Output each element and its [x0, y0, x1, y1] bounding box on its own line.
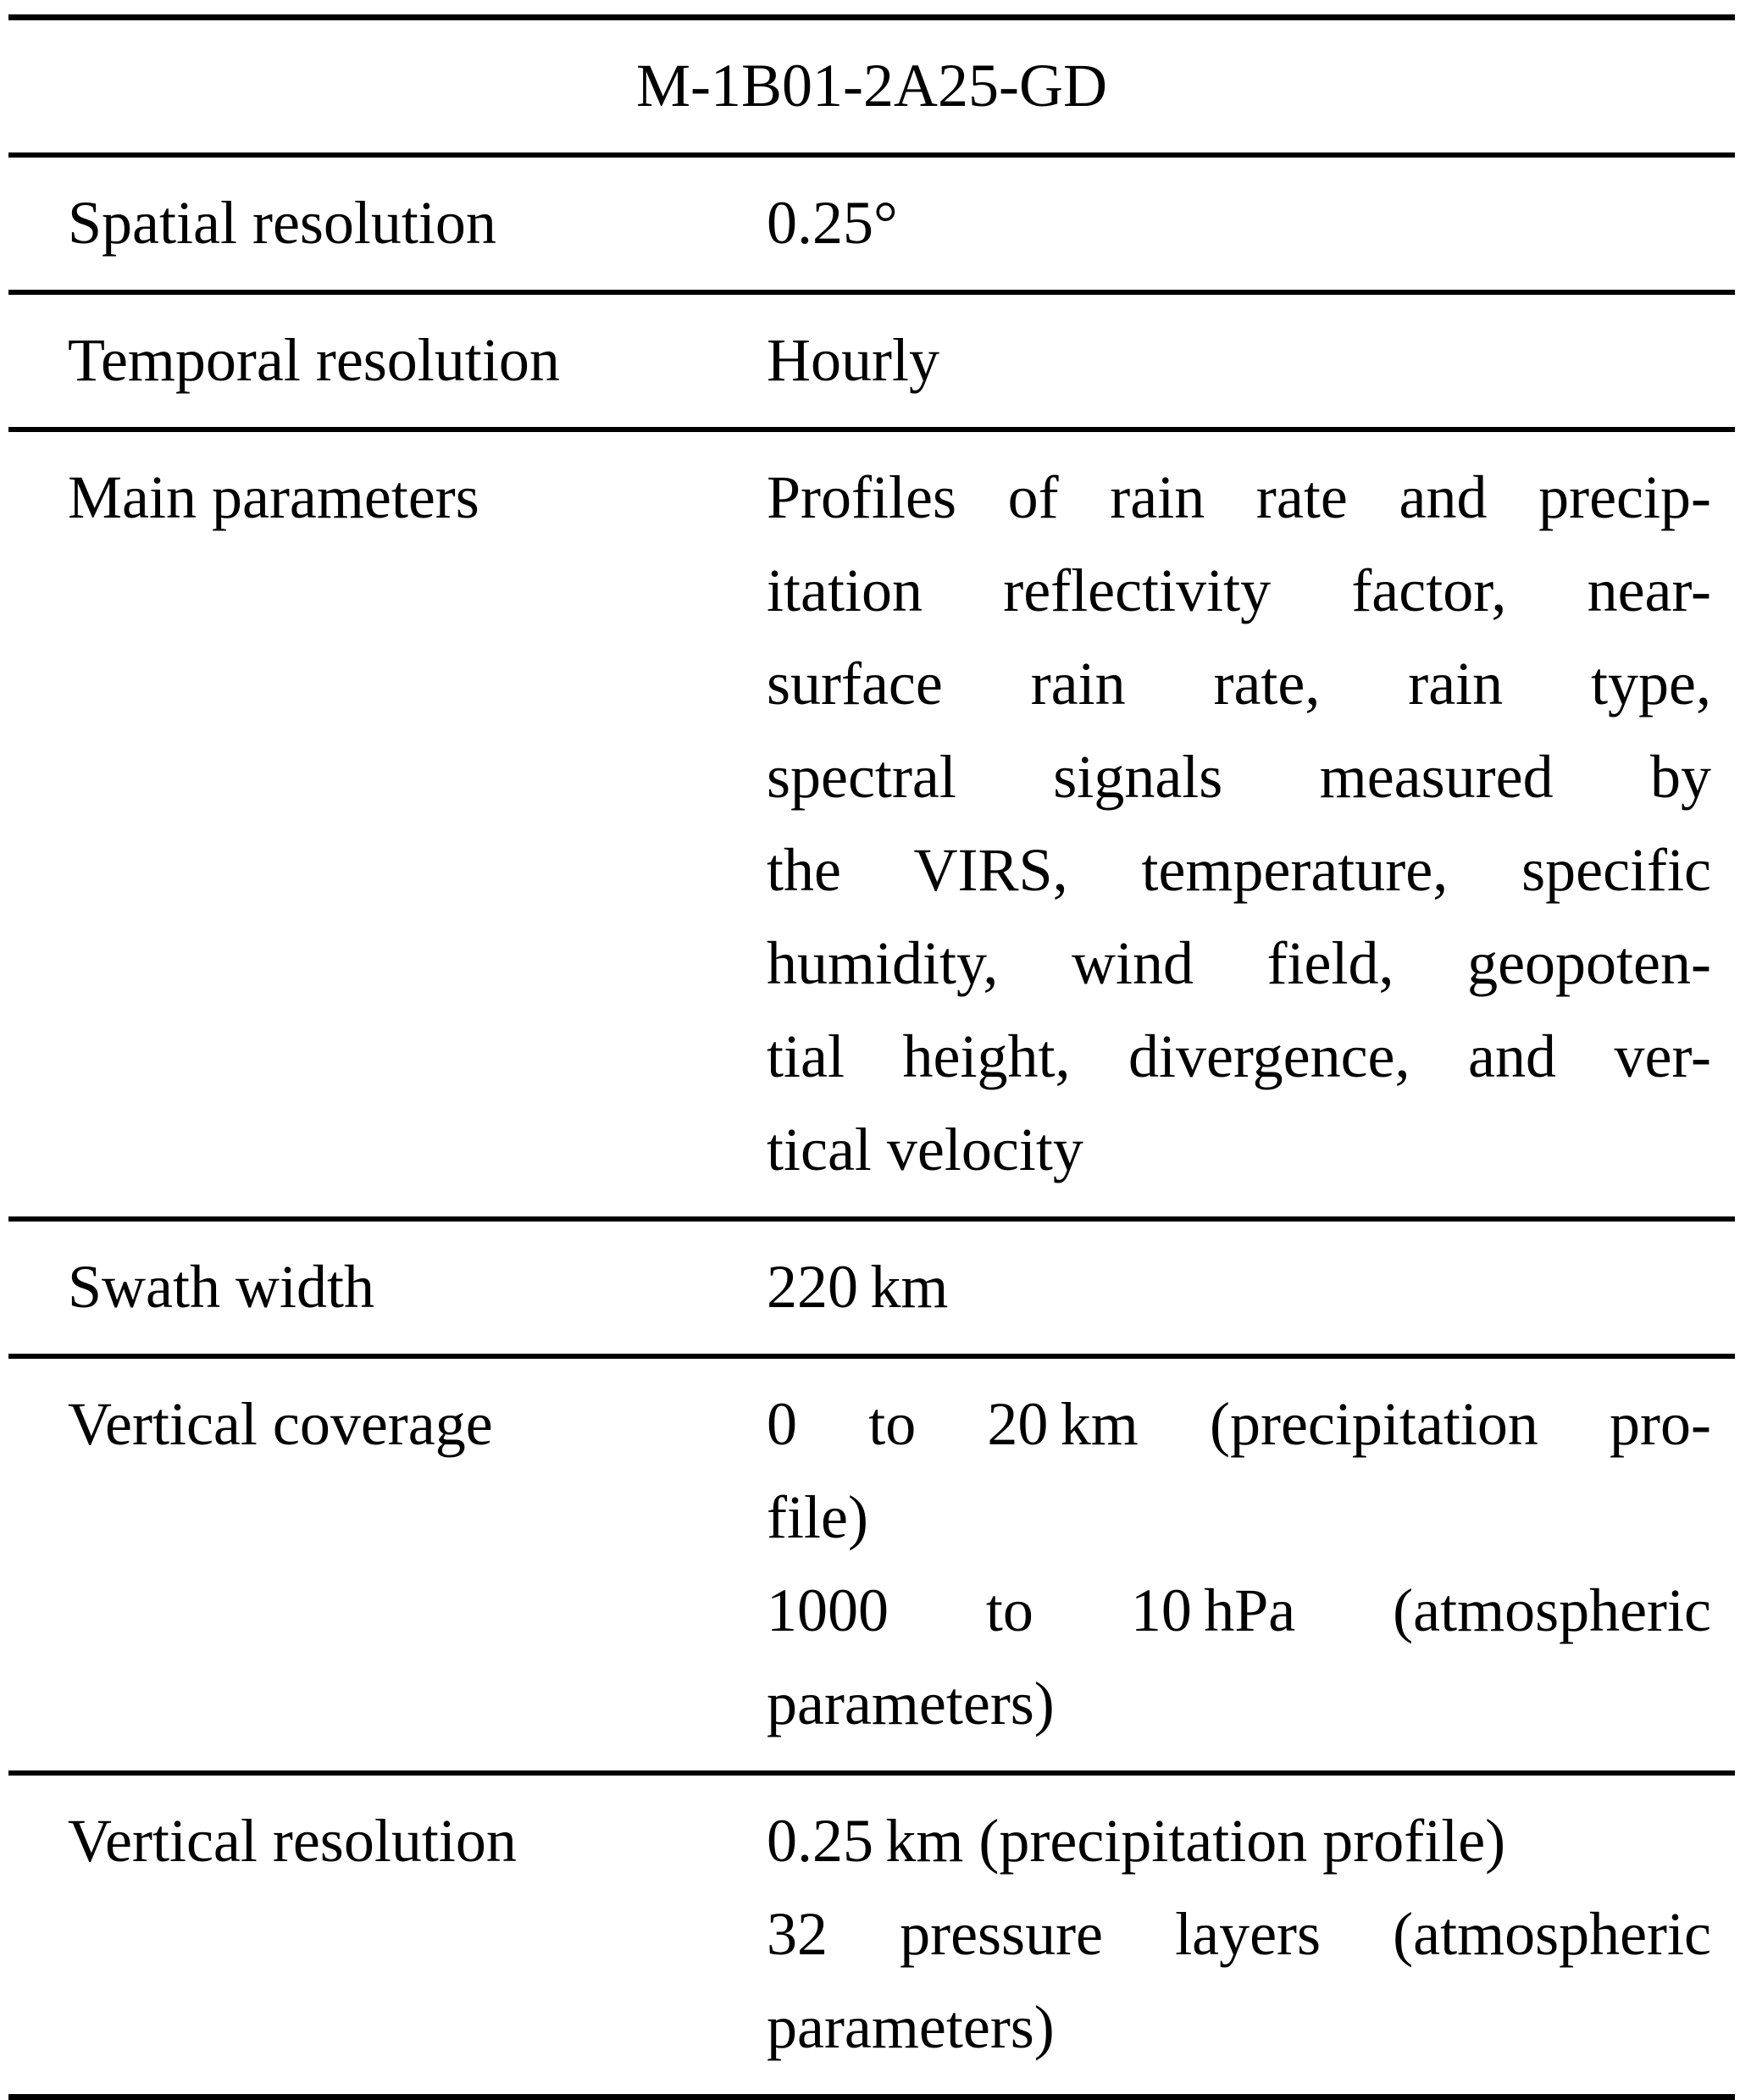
data-product-table — [8, 14, 1735, 2100]
row-value — [767, 1377, 1711, 1750]
value-line: 220 km — [767, 1253, 949, 1321]
row-value — [767, 1240, 1711, 1333]
row-label: Spatial resolution — [68, 189, 496, 257]
value-line: Profiles of rain rate and precip- — [767, 463, 1711, 531]
value-line: 0.25° — [767, 189, 898, 257]
value-line: Hourly — [767, 326, 939, 394]
value-line: spectral signals measured by — [767, 743, 1711, 811]
value-line: surface rain rate, rain type, — [767, 650, 1711, 718]
row-label: Swath width — [68, 1253, 375, 1321]
row-value — [767, 451, 1711, 1196]
value-line: tial height, divergence, and ver- — [767, 1022, 1711, 1090]
row-label: Vertical resolution — [68, 1807, 517, 1875]
value-line: 32 pressure layers (atmospheric — [767, 1900, 1711, 1968]
value-line: the VIRS, temperature, specific — [767, 836, 1711, 904]
table-row-vertical-resolution — [8, 1776, 1735, 2094]
row-label: Main parameters — [68, 463, 479, 531]
value-line: 0 to 20 km (precipitation pro- — [767, 1390, 1711, 1458]
value-line: file) — [767, 1483, 868, 1551]
value-line: 1000 to 10 hPa (atmospheric — [767, 1576, 1711, 1644]
value-line: parameters) — [767, 1670, 1055, 1737]
row-value — [767, 313, 1711, 407]
table-row-temporal-resolution — [8, 295, 1735, 432]
table-row-main-parameters — [8, 432, 1735, 1222]
value-line: humidity, wind field, geopoten- — [767, 929, 1711, 997]
value-line: tical velocity — [767, 1116, 1083, 1183]
row-value — [767, 1794, 1711, 2074]
value-line: parameters) — [767, 1993, 1055, 2061]
row-label: Temporal resolution — [68, 326, 560, 394]
table-title: M-1B01-2A25-GD — [8, 20, 1735, 158]
value-line: itation reflectivity factor, near- — [767, 557, 1711, 624]
value-line: 0.25 km (precipitation profile) — [767, 1807, 1506, 1875]
table-row-vertical-coverage — [8, 1359, 1735, 1776]
table-row-swath-width — [8, 1222, 1735, 1359]
row-label: Vertical coverage — [68, 1390, 493, 1458]
table-row-spatial-resolution — [8, 158, 1735, 295]
row-value — [767, 176, 1711, 269]
